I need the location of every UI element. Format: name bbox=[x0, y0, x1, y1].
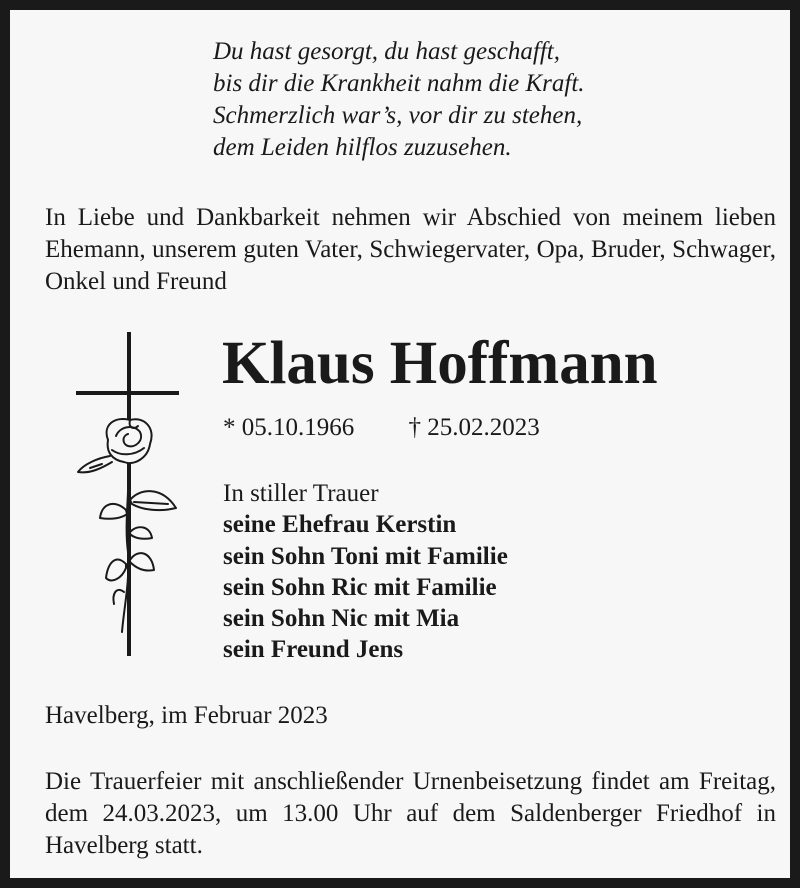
poem-verse bbox=[213, 36, 585, 164]
poem-line: Du hast gesorgt, du hast geschafft, bbox=[213, 38, 560, 65]
death-date: † 25.02.2023 bbox=[408, 414, 540, 441]
mourner-entry: sein Sohn Ric mit Familie bbox=[223, 573, 497, 601]
poem-line: Schmerzlich war’s, vor dir zu stehen, bbox=[213, 102, 583, 129]
life-dates bbox=[223, 412, 540, 444]
poem-line: dem Leiden hilflos zuzusehen. bbox=[213, 134, 512, 161]
mourner-entry: sein Sohn Nic mit Mia bbox=[223, 605, 460, 633]
place-and-date: Havelberg, im Februar 2023 bbox=[45, 702, 328, 729]
poem-line: bis dir die Krankheit nahm die Kraft. bbox=[213, 70, 585, 97]
mourner-entry: sein Sohn Toni mit Familie bbox=[223, 542, 508, 570]
mourner-entry: sein Freund Jens bbox=[223, 636, 404, 664]
mourners-list bbox=[223, 478, 508, 666]
deceased-name: Klaus Hoffmann bbox=[222, 330, 658, 397]
mourner-entry: seine Ehefrau Kerstin bbox=[223, 511, 457, 539]
farewell-intro: In Liebe und Dankbarkeit nehmen wir Abschied von meinem lieben Ehemann, unserem guten Vater, Schwiegervater, Opa, Bruder, Schwager, Onkel und Freund bbox=[45, 204, 776, 295]
funeral-ceremony-info: Die Trauerfeier mit anschließender Urnenbeisetzung findet am Freitag, dem 24.03.2023, um 13.00 Uhr auf dem Saldenberger Friedhof in Havelberg statt. bbox=[45, 768, 776, 859]
birth-date: * 05.10.1966 bbox=[223, 414, 355, 441]
cross-with-rose-emblem bbox=[72, 332, 184, 658]
mourning-heading: In stiller Trauer bbox=[223, 480, 379, 507]
